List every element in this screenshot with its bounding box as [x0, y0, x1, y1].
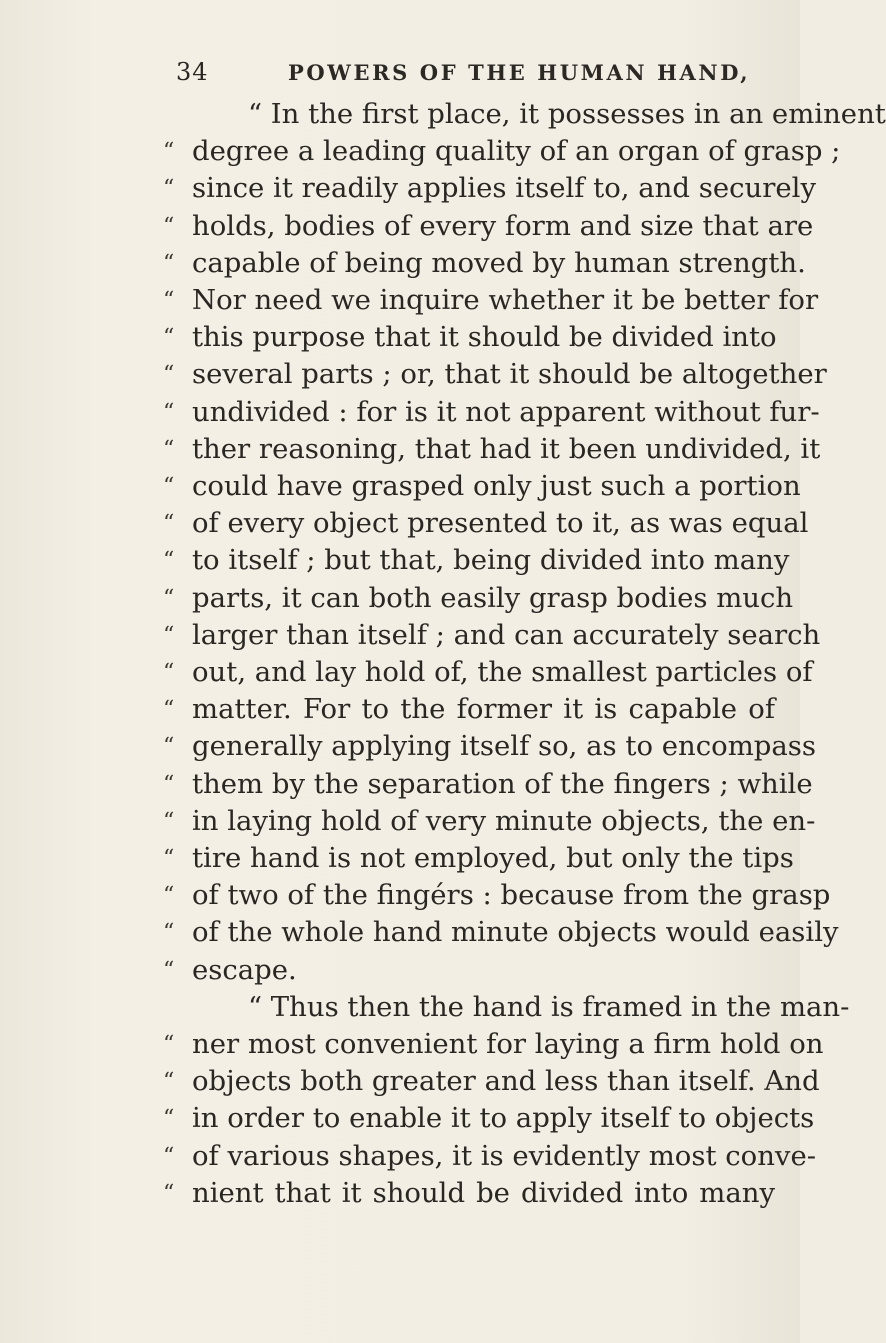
text-line [0, 840, 800, 877]
line-text: “ Thus then the hand is framed in the man- [248, 990, 850, 1023]
text-line [0, 133, 841, 170]
quote-mark: “ [163, 734, 175, 760]
quote-mark: “ [163, 399, 175, 425]
quote-mark: “ [163, 474, 175, 499]
text-line [0, 617, 821, 654]
text-line [0, 170, 816, 207]
text-line [0, 1100, 815, 1137]
line-text: out, and lay hold of, the smallest particles of [192, 656, 813, 688]
text-line [0, 580, 800, 617]
text-line [0, 394, 820, 431]
quote-mark: “ [163, 771, 175, 797]
line-text: escape. [192, 953, 297, 986]
quote-mark: “ [163, 176, 175, 202]
text-line [0, 356, 827, 393]
quote-mark: “ [163, 660, 175, 685]
text-line [0, 952, 800, 989]
text-line [0, 96, 886, 133]
line-text: of the whole hand minute objects would easily [192, 916, 839, 949]
line-text: Nor need we inquire whether it be better for [192, 284, 819, 316]
line-text: ther reasoning, that had it been undivided, it [192, 432, 821, 465]
text-line [0, 505, 809, 542]
line-text: ner most convenient for laying a firm hold on [192, 1028, 824, 1060]
quote-mark: “ [163, 1106, 175, 1132]
text-line [0, 914, 839, 951]
line-text: could have grasped only just such a portion [192, 470, 801, 502]
line-text: “ In the first place, it possesses in an eminent [248, 98, 886, 130]
line-text: larger than itself ; and can accurately search [192, 618, 821, 651]
quote-mark: “ [163, 808, 175, 834]
line-text: objects both greater and less than itself. And [192, 1065, 820, 1098]
text-line [0, 654, 813, 691]
quote-mark: “ [163, 325, 175, 351]
quote-mark: “ [163, 288, 175, 313]
quote-mark: “ [163, 362, 175, 388]
text-line [0, 431, 821, 468]
quote-mark: “ [163, 250, 175, 276]
line-text: several parts ; or, that it should be altogether [192, 358, 827, 391]
line-text: in order to enable it to apply itself to objects [192, 1102, 815, 1135]
text-line [0, 989, 850, 1026]
text-line [0, 1175, 800, 1212]
quote-mark: “ [163, 585, 175, 611]
line-text: matter. For to the former it is capable of [192, 693, 775, 726]
line-text: holds, bodies of every form and size that are [192, 209, 814, 242]
line-text: capable of being moved by human strength. [192, 246, 806, 279]
line-text: degree a leading quality of an organ of grasp ; [192, 135, 841, 168]
quote-mark: “ [163, 622, 175, 648]
text-line [0, 803, 816, 840]
quote-mark: “ [163, 511, 175, 537]
running-title: POWERS OF THE HUMAN HAND, [288, 60, 751, 85]
text-line [0, 1063, 820, 1100]
quote-mark: “ [163, 697, 175, 723]
line-text: tire hand is not employed, but only the tips [192, 842, 794, 874]
text-line [0, 542, 800, 579]
line-text: since it readily applies itself to, and securely [192, 172, 816, 205]
quote-mark: “ [163, 920, 175, 946]
quote-mark: “ [163, 139, 175, 165]
text-line [0, 282, 819, 319]
quote-mark: “ [163, 1069, 175, 1095]
line-text: to itself ; but that, being divided into many [192, 544, 790, 577]
line-text: parts, it can both easily grasp bodies much [192, 581, 794, 614]
line-text: of every object presented to it, as was equal [192, 507, 809, 540]
text-line [0, 208, 814, 245]
text-line [0, 766, 813, 803]
line-text: in laying hold of very minute objects, the en- [192, 804, 816, 837]
quote-mark: “ [163, 213, 175, 239]
quote-mark: “ [163, 548, 175, 574]
line-text: them by the separation of the fingers ; while [192, 767, 813, 800]
text-line [0, 245, 806, 282]
line-text: undivided : for is it not apparent without fur- [192, 395, 820, 428]
quote-mark: “ [163, 957, 175, 983]
text-line [0, 728, 817, 765]
quote-mark: “ [163, 1032, 175, 1057]
quote-mark: “ [163, 1143, 175, 1169]
line-text: this purpose that it should be divided into [192, 321, 777, 354]
text-line [0, 468, 800, 505]
text-line [0, 1138, 817, 1175]
quote-mark: “ [163, 1180, 175, 1206]
line-text: of two of the fingérs : because from the grasp [192, 879, 831, 912]
quote-mark: “ [163, 883, 175, 909]
text-line [0, 1026, 824, 1063]
text-line [0, 877, 831, 914]
quote-mark: “ [163, 846, 175, 871]
line-text: of various shapes, it is evidently most conve- [192, 1139, 817, 1172]
line-text: generally applying itself so, as to encompass [192, 730, 817, 763]
line-text: nient that it should be divided into many [192, 1176, 775, 1209]
page-number: 34 [176, 58, 209, 86]
text-line [0, 691, 800, 728]
running-head [0, 58, 800, 88]
quote-mark: “ [163, 436, 175, 462]
text-line [0, 319, 800, 356]
